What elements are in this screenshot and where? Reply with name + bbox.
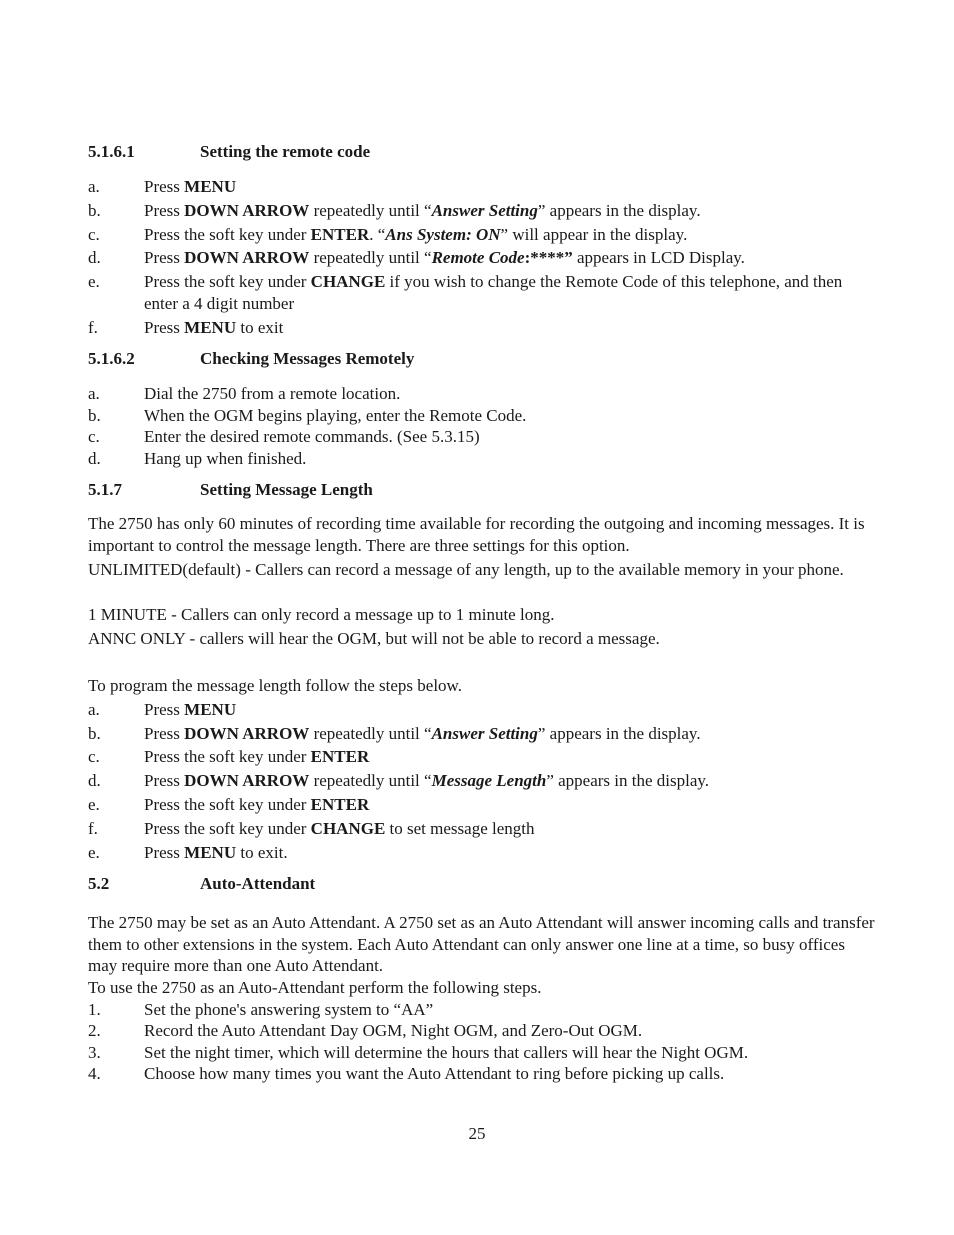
list-text: Press MENU bbox=[144, 700, 237, 719]
section-title: Setting the remote code bbox=[200, 142, 371, 161]
list-item bbox=[88, 448, 878, 470]
list-item bbox=[88, 999, 878, 1021]
page-number: 25 bbox=[468, 1124, 486, 1143]
list-text: Press MENU bbox=[144, 177, 237, 196]
list-text: Press DOWN ARROW repeatedly until “Message Length” appears in the display. bbox=[144, 771, 710, 790]
list-label: b. bbox=[88, 406, 101, 425]
list-item bbox=[88, 383, 878, 405]
list-item bbox=[88, 224, 878, 246]
list-label: a. bbox=[88, 700, 100, 719]
paragraph: To use the 2750 as an Auto-Attendant perform the following steps. bbox=[88, 978, 542, 997]
list-text: Press MENU to exit bbox=[144, 318, 284, 337]
list-label: a. bbox=[88, 177, 100, 196]
paragraph: The 2750 may be set as an Auto Attendant. A 2750 set as an Auto Attendant will answer incoming calls and transfer them to other extensions in the system. Each Auto Attendant can only answer one line at a time, so busy offices may require more than one Auto Attendant. bbox=[88, 913, 875, 975]
list-item bbox=[88, 247, 878, 269]
list-item bbox=[88, 818, 878, 840]
list-item bbox=[88, 1063, 878, 1085]
list-text: Press the soft key under CHANGE to set message length bbox=[144, 819, 535, 838]
section-heading-5-1-7 bbox=[88, 480, 373, 500]
list-label: f. bbox=[88, 318, 98, 337]
list-text: Press DOWN ARROW repeatedly until “Answer Setting” appears in the display. bbox=[144, 201, 701, 220]
list-text: Dial the 2750 from a remote location. bbox=[144, 384, 401, 403]
list-text: Press MENU to exit. bbox=[144, 843, 288, 862]
list-label: d. bbox=[88, 248, 101, 267]
list-item bbox=[88, 1020, 878, 1042]
list-label: 4. bbox=[88, 1064, 101, 1083]
list-text: Press the soft key under ENTER. “Ans System: ON” will appear in the display. bbox=[144, 225, 688, 244]
paragraph: To program the message length follow the steps below. bbox=[88, 676, 462, 695]
list-label: f. bbox=[88, 819, 98, 838]
list-item bbox=[88, 317, 878, 339]
paragraph: The 2750 has only 60 minutes of recording time available for recording the outgoing and incoming messages. It is important to control the message length. There are three settings for this option. bbox=[88, 514, 865, 555]
list-label: e. bbox=[88, 272, 100, 291]
list-text: Choose how many times you want the Auto Attendant to ring before picking up calls. bbox=[144, 1064, 725, 1083]
list-item bbox=[88, 405, 878, 427]
section-title: Setting Message Length bbox=[200, 480, 373, 499]
list-item bbox=[88, 842, 878, 864]
section-heading-5-2 bbox=[88, 874, 315, 894]
section-title: Auto-Attendant bbox=[200, 874, 316, 893]
list-text: Hang up when finished. bbox=[144, 449, 307, 468]
list-label: 2. bbox=[88, 1021, 101, 1040]
list-label: c. bbox=[88, 225, 100, 244]
list-item bbox=[88, 426, 878, 448]
list-item bbox=[88, 699, 878, 721]
list-item bbox=[88, 176, 878, 198]
list-item bbox=[88, 1042, 878, 1064]
list-label: d. bbox=[88, 449, 101, 468]
list-item bbox=[88, 723, 878, 745]
list-text: Record the Auto Attendant Day OGM, Night OGM, and Zero-Out OGM. bbox=[144, 1021, 643, 1040]
section-heading-5-1-6-2 bbox=[88, 349, 414, 369]
paragraph: 1 MINUTE - Callers can only record a message up to 1 minute long. bbox=[88, 605, 555, 624]
section-number: 5.1.6.2 bbox=[88, 349, 135, 368]
list-item bbox=[88, 794, 878, 816]
list-text: Enter the desired remote commands. (See 5.3.15) bbox=[144, 427, 480, 446]
list-label: d. bbox=[88, 771, 101, 790]
list-label: e. bbox=[88, 795, 100, 814]
list-text: When the OGM begins playing, enter the Remote Code. bbox=[144, 406, 527, 425]
list-text: Press DOWN ARROW repeatedly until “Remote Code:****” appears in LCD Display. bbox=[144, 248, 745, 267]
list-item bbox=[88, 200, 878, 222]
list-text: Press DOWN ARROW repeatedly until “Answer Setting” appears in the display. bbox=[144, 724, 701, 743]
list-label: 1. bbox=[88, 1000, 101, 1019]
list-label: e. bbox=[88, 843, 100, 862]
section-number: 5.1.7 bbox=[88, 480, 122, 499]
list-label: b. bbox=[88, 201, 101, 220]
list-text: Press the soft key under ENTER bbox=[144, 747, 370, 766]
section-number: 5.1.6.1 bbox=[88, 142, 135, 161]
list-text: Set the phone's answering system to “AA” bbox=[144, 1000, 434, 1019]
list-item bbox=[88, 271, 878, 315]
list-label: a. bbox=[88, 384, 100, 403]
list-label: 3. bbox=[88, 1043, 101, 1062]
section-heading-5-1-6-1 bbox=[88, 142, 370, 162]
list-text: Press the soft key under ENTER bbox=[144, 795, 370, 814]
section-number: 5.2 bbox=[88, 874, 110, 893]
list-label: b. bbox=[88, 724, 101, 743]
list-item bbox=[88, 770, 878, 792]
list-text: Set the night timer, which will determine the hours that callers will hear the Night OGM. bbox=[144, 1043, 749, 1062]
list-text: Press the soft key under CHANGE if you wish to change the Remote Code of this telephone, and then enter a 4 digit number bbox=[144, 272, 843, 313]
list-label: c. bbox=[88, 747, 100, 766]
list-item bbox=[88, 746, 878, 768]
paragraph: ANNC ONLY - callers will hear the OGM, but will not be able to record a message. bbox=[88, 629, 660, 648]
paragraph: UNLIMITED(default) - Callers can record a message of any length, up to the available memory in your phone. bbox=[88, 560, 844, 579]
list-label: c. bbox=[88, 427, 100, 446]
section-title: Checking Messages Remotely bbox=[200, 349, 415, 368]
